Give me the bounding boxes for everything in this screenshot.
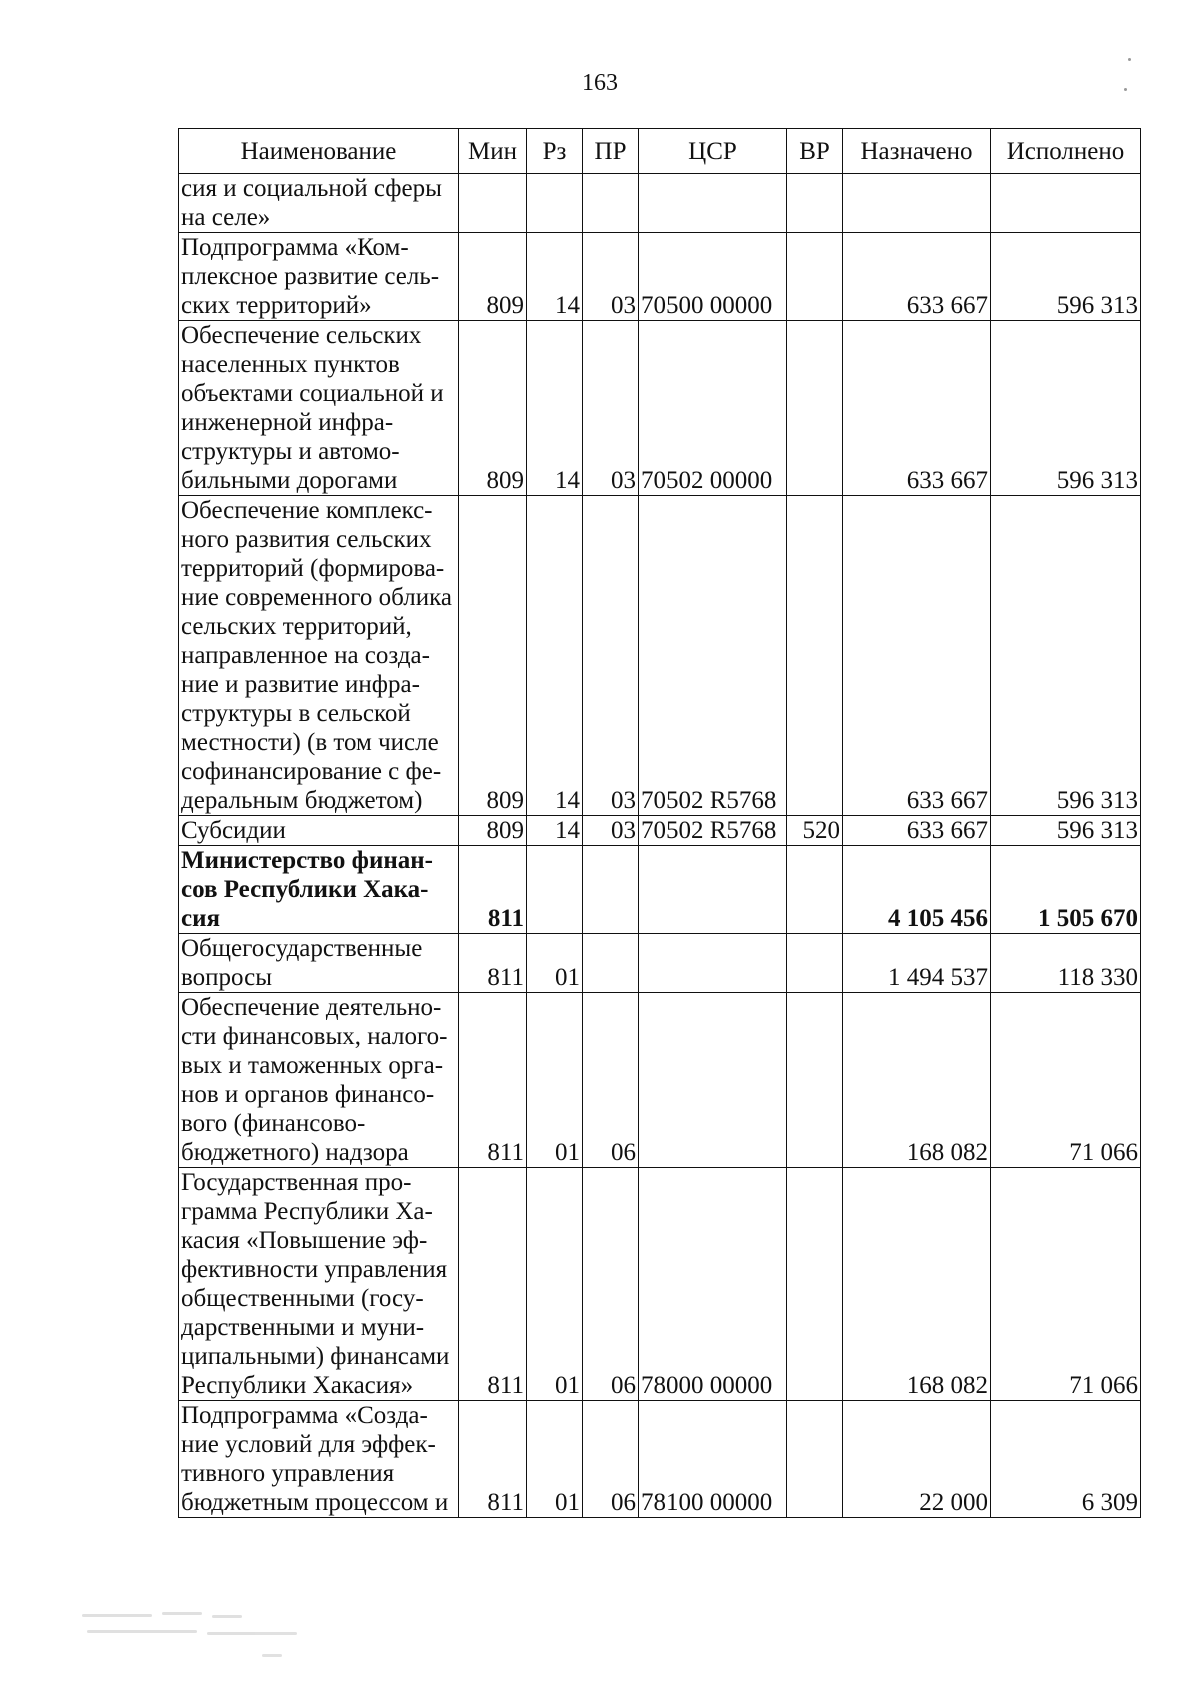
header-assigned: Назначено xyxy=(843,129,991,174)
cell-executed: 596 313 xyxy=(991,496,1141,816)
cell-executed: 71 066 xyxy=(991,993,1141,1168)
cell-min: 809 xyxy=(459,816,527,846)
table-row xyxy=(179,934,1141,993)
scan-artifact xyxy=(82,1606,312,1666)
cell-vr xyxy=(787,846,843,934)
cell-vr xyxy=(787,496,843,816)
page-number: 163 xyxy=(582,70,618,96)
cell-name: Обеспечение деятельно- сти финансовых, налого- вых и таможенных орга- нов и органов финансо- вого (финансово- бюджетного) надзора xyxy=(179,993,459,1168)
cell-pr xyxy=(583,174,639,233)
cell-rz: 14 xyxy=(527,233,583,321)
cell-rz xyxy=(527,846,583,934)
cell-vr xyxy=(787,321,843,496)
cell-pr xyxy=(583,934,639,993)
header-csr: ЦСР xyxy=(639,129,787,174)
cell-csr: 70502 00000 xyxy=(639,321,787,496)
cell-min: 809 xyxy=(459,321,527,496)
cell-executed: 596 313 xyxy=(991,816,1141,846)
cell-csr: 78100 00000 xyxy=(639,1401,787,1518)
cell-assigned: 633 667 xyxy=(843,233,991,321)
cell-min: 811 xyxy=(459,993,527,1168)
cell-vr xyxy=(787,1401,843,1518)
budget-table xyxy=(178,128,1141,1518)
cell-executed: 118 330 xyxy=(991,934,1141,993)
header-pr: ПР xyxy=(583,129,639,174)
cell-rz: 14 xyxy=(527,496,583,816)
scan-speck xyxy=(1128,58,1131,61)
cell-vr xyxy=(787,1168,843,1401)
cell-vr xyxy=(787,174,843,233)
header-row xyxy=(179,129,1141,174)
table-row xyxy=(179,846,1141,934)
scan-speck xyxy=(1124,88,1127,91)
cell-executed: 596 313 xyxy=(991,321,1141,496)
cell-name: Государственная про- грамма Республики Ха- касия «Повышение эф- фективности управления общественными (госу- дарственными и муни- ципальными) финансами Республики Хакасия» xyxy=(179,1168,459,1401)
cell-csr xyxy=(639,993,787,1168)
cell-pr: 06 xyxy=(583,1168,639,1401)
cell-rz xyxy=(527,174,583,233)
cell-assigned: 168 082 xyxy=(843,1168,991,1401)
cell-csr xyxy=(639,846,787,934)
table-row xyxy=(179,1168,1141,1401)
cell-executed: 71 066 xyxy=(991,1168,1141,1401)
cell-rz: 14 xyxy=(527,816,583,846)
cell-rz: 14 xyxy=(527,321,583,496)
cell-executed: 1 505 670 xyxy=(991,846,1141,934)
cell-pr: 03 xyxy=(583,321,639,496)
cell-pr: 06 xyxy=(583,993,639,1168)
table-row xyxy=(179,174,1141,233)
cell-executed: 596 313 xyxy=(991,233,1141,321)
cell-min: 811 xyxy=(459,1401,527,1518)
cell-pr: 03 xyxy=(583,816,639,846)
cell-vr xyxy=(787,934,843,993)
cell-min xyxy=(459,174,527,233)
cell-assigned: 4 105 456 xyxy=(843,846,991,934)
cell-name: Субсидии xyxy=(179,816,459,846)
cell-pr: 06 xyxy=(583,1401,639,1518)
cell-name: Министерство финан- сов Республики Хака- сия xyxy=(179,846,459,934)
cell-executed xyxy=(991,174,1141,233)
cell-vr: 520 xyxy=(787,816,843,846)
cell-vr xyxy=(787,993,843,1168)
cell-assigned: 633 667 xyxy=(843,816,991,846)
header-name: Наименование xyxy=(179,129,459,174)
table-row xyxy=(179,1401,1141,1518)
cell-rz: 01 xyxy=(527,1168,583,1401)
cell-assigned xyxy=(843,174,991,233)
cell-name: сия и социальной сферы на селе» xyxy=(179,174,459,233)
cell-assigned: 168 082 xyxy=(843,993,991,1168)
cell-rz: 01 xyxy=(527,934,583,993)
cell-rz: 01 xyxy=(527,993,583,1168)
cell-name: Обеспечение комплекс- ного развития сельских территорий (формирова- ние современного облика сельских территорий, направленное на созда- ние и развитие инфра- структуры в сельской местности) (в том числе софинансирование с фе- деральным бюджетом) xyxy=(179,496,459,816)
cell-csr: 70500 00000 xyxy=(639,233,787,321)
cell-min: 809 xyxy=(459,233,527,321)
cell-name: Общегосударственные вопросы xyxy=(179,934,459,993)
cell-csr: 78000 00000 xyxy=(639,1168,787,1401)
cell-pr: 03 xyxy=(583,496,639,816)
header-vr: ВР xyxy=(787,129,843,174)
header-executed: Исполнено xyxy=(991,129,1141,174)
cell-csr: 70502 R5768 xyxy=(639,816,787,846)
cell-executed: 6 309 xyxy=(991,1401,1141,1518)
header-min: Мин xyxy=(459,129,527,174)
cell-assigned: 1 494 537 xyxy=(843,934,991,993)
table-row xyxy=(179,496,1141,816)
cell-min: 811 xyxy=(459,846,527,934)
table-row xyxy=(179,816,1141,846)
table-row xyxy=(179,321,1141,496)
cell-assigned: 633 667 xyxy=(843,496,991,816)
cell-csr xyxy=(639,174,787,233)
cell-pr: 03 xyxy=(583,233,639,321)
cell-assigned: 22 000 xyxy=(843,1401,991,1518)
cell-name: Подпрограмма «Ком- плексное развитие сель- ских территорий» xyxy=(179,233,459,321)
header-rz: Рз xyxy=(527,129,583,174)
table-row xyxy=(179,233,1141,321)
cell-csr: 70502 R5768 xyxy=(639,496,787,816)
cell-pr xyxy=(583,846,639,934)
cell-min: 811 xyxy=(459,934,527,993)
cell-min: 809 xyxy=(459,496,527,816)
cell-name: Обеспечение сельских населенных пунктов объектами социальной и инженерной инфра- структуры и автомо- бильными дорогами xyxy=(179,321,459,496)
cell-assigned: 633 667 xyxy=(843,321,991,496)
cell-vr xyxy=(787,233,843,321)
cell-csr xyxy=(639,934,787,993)
table-row xyxy=(179,993,1141,1168)
cell-min: 811 xyxy=(459,1168,527,1401)
cell-name: Подпрограмма «Созда- ние условий для эффек- тивного управления бюджетным процессом и xyxy=(179,1401,459,1518)
cell-rz: 01 xyxy=(527,1401,583,1518)
